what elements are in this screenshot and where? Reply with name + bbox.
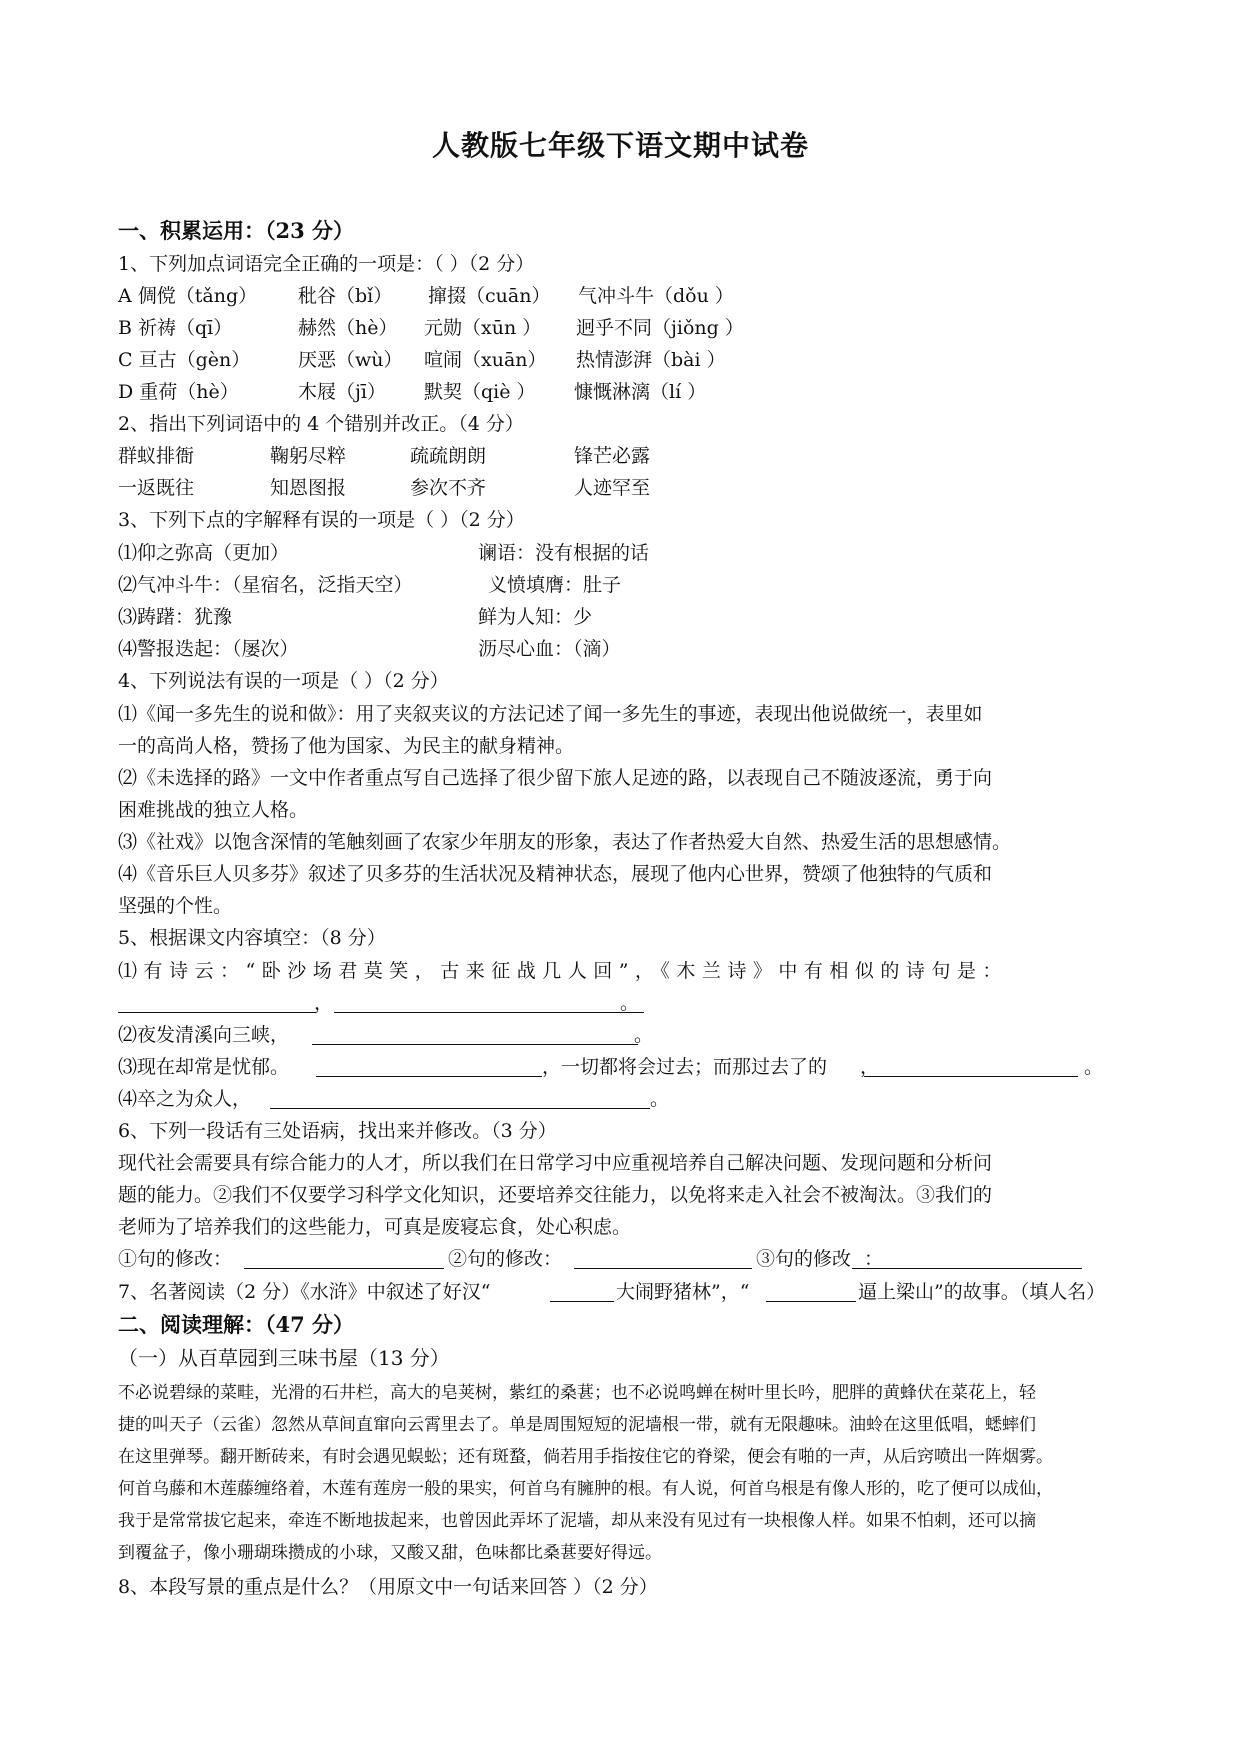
fill-line-answers	[118, 990, 678, 1016]
option-word: 默契（qiè ）	[424, 381, 536, 403]
definition-row	[118, 604, 1118, 630]
option-word: 木屐（jī）	[298, 381, 386, 403]
paragraph-line: 题的能力。②我们不仅要学习科学文化知识，还要培养交往能力，以免将来走入社会不被淘汰。③我们的	[118, 1184, 993, 1206]
word: 一返既往	[118, 477, 195, 499]
answer-blank[interactable]	[574, 1248, 752, 1269]
answer-blank[interactable]	[852, 1248, 1082, 1269]
option-word: 慷慨淋漓（lí ）	[574, 381, 707, 403]
period: 。	[650, 1088, 670, 1110]
fill-line: ⑴有诗云：“卧沙场君莫笑，古来征战几人回”，《木兰诗》中有相似的诗句是：	[118, 960, 1008, 982]
comma: ，	[314, 992, 334, 1014]
definition: ⑴仰之弥高（更加）	[118, 542, 290, 564]
statement-line: ⑷《音乐巨人贝多芬》叙述了贝多芬的生活状况及精神状态，展现了他内心世界，赞颂了他独特的气质和	[118, 863, 993, 885]
definition: 沥尽心血：（滴）	[478, 638, 621, 660]
word: 群蚁排衙	[118, 445, 195, 467]
period: 。	[634, 1024, 654, 1046]
definition: 义愤填膺：肚子	[488, 574, 622, 596]
definition: ⑶踌躇：犹豫	[118, 606, 233, 628]
q7-text: 逼上梁山”的故事。（填人名）	[858, 1281, 1106, 1303]
option-row-d	[118, 379, 1118, 405]
statement-line: 坚强的个性。	[118, 895, 233, 917]
answer-blank[interactable]	[118, 992, 316, 1013]
word: 人迹罕至	[574, 477, 651, 499]
subsection-heading: （一）从百草园到三味书屋（13 分）	[118, 1346, 450, 1370]
option-word: 厌恶（wù）	[298, 349, 403, 371]
option-word: 元勋（xūn ）	[424, 317, 542, 339]
fill-prompt: ，一切都将会过去；而那过去了的	[542, 1056, 828, 1078]
option-word: 气冲斗牛（dǒu ）	[578, 285, 734, 307]
answer-blank[interactable]	[766, 1281, 856, 1302]
passage-line: 在这里弹琴。翻开断砖来，有时会遇见蜈蚣；还有斑蝥，倘若用手指按住它的脊梁，便会有啪的一声，从后窍喷出一阵烟雾。	[118, 1447, 1053, 1467]
revision-line	[118, 1246, 1118, 1272]
word-row	[118, 443, 1118, 469]
option-word: 赫然（hè）	[298, 317, 398, 339]
passage-line: 我于是常常拔它起来，牵连不断地拔起来，也曾因此弄坏了泥墙，却从来没有见过有一块根像人样。如果不怕刺，还可以摘	[118, 1511, 1036, 1531]
passage-line: 何首乌藤和木莲藤缠络着，木莲有莲房一般的果实，何首乌有臃肿的根。有人说，何首乌根是有像人形的，吃了便可以成仙，	[118, 1479, 1053, 1499]
passage-line: 不必说碧绿的菜畦，光滑的石井栏，高大的皂荚树，紫红的桑葚；也不必说鸣蝉在树叶里长吟，肥胖的黄蜂伏在菜花上，轻	[118, 1383, 1036, 1403]
fill-prompt: ⑶现在却常是忧郁。	[118, 1056, 290, 1078]
question-stem: 4、下列说法有误的一项是（ ）（2 分）	[118, 670, 449, 692]
fill-prompt: ⑵夜发清溪向三峡，	[118, 1024, 290, 1046]
statement-line: ⑴《闻一多先生的说和做》：用了夹叙夹议的方法记述了闻一多先生的事迹，表现出他说做统一，表里如	[118, 703, 983, 725]
fill-line	[118, 1022, 678, 1048]
revision-label: ②句的修改：	[448, 1248, 563, 1270]
fill-line	[118, 1054, 1118, 1080]
answer-blank[interactable]	[316, 1056, 542, 1077]
option-word: B 祈祷（qī）	[118, 317, 233, 339]
definition-row	[118, 636, 1118, 662]
option-row-b	[118, 315, 1118, 341]
option-word: 秕谷（bǐ）	[298, 285, 393, 307]
definition: ⑵气冲斗牛：（星宿名，泛指天空）	[118, 574, 413, 596]
word-row	[118, 475, 1118, 501]
word: 知恩图报	[270, 477, 347, 499]
paragraph-line: 老师为了培养我们的这些能力，可真是废寝忘食，处心积虑。	[118, 1216, 632, 1238]
colon: ：	[864, 1248, 884, 1270]
question-stem: 2、指出下列词语中的 4 个错别并改正。（4 分）	[118, 413, 524, 435]
option-row-c	[118, 347, 1118, 373]
option-word: 迥乎不同（jiǒng ）	[576, 317, 744, 339]
answer-blank[interactable]	[312, 1024, 638, 1045]
definition-row	[118, 572, 1118, 598]
passage-line: 到覆盆子，像小珊瑚珠攒成的小球，又酸又甜，色味都比桑葚要好得远。	[118, 1543, 662, 1563]
question-stem: 8、本段写景的重点是什么？（用原文中一句话来回答 ）（2 分）	[118, 1576, 658, 1598]
section-heading: 一、积累运用：（23 分）	[118, 218, 355, 243]
answer-blank[interactable]	[270, 1088, 650, 1109]
option-word: D 重荷（hè）	[118, 381, 239, 403]
q7-text: 7、名著阅读（2 分）《水浒》中叙述了好汉“	[118, 1281, 491, 1303]
q7-text: 大闹野猪林”，“	[616, 1281, 750, 1303]
passage-line: 捷的叫天子（云雀）忽然从草间直窜向云霄里去了。单是周围短短的泥墙根一带，就有无限趣味。油蛉在这里低唱，蟋蟀们	[118, 1415, 1036, 1435]
revision-label: ③句的修改	[756, 1248, 852, 1270]
word: 参次不齐	[410, 477, 487, 499]
period: 。	[620, 992, 640, 1014]
option-row-a	[118, 283, 1118, 309]
option-word: 喧闹（xuān）	[424, 349, 547, 371]
paragraph-line: 现代社会需要具有综合能力的人才，所以我们在日常学习中应重视培养自己解决问题、发现问题和分析问	[118, 1152, 993, 1174]
statement-line: ⑶《社戏》以饱含深情的笔触刻画了农家少年朋友的形象，表达了作者热爱大自然、热爱生活的思想感情。	[118, 831, 1012, 853]
fill-line	[118, 1086, 718, 1112]
option-word: 热情澎湃（bài ）	[576, 349, 726, 371]
question-q7	[118, 1279, 1128, 1305]
fill-prompt: ⑷卒之为众人，	[118, 1088, 252, 1110]
option-word: 撺掇（cuān）	[428, 285, 551, 307]
question-stem: 6、下列一段话有三处语病，找出来并修改。（3 分）	[118, 1120, 557, 1142]
question-stem: 1、下列加点词语完全正确的一项是：（ ）（2 分）	[118, 253, 535, 275]
option-word: A 倜傥（tǎng）	[118, 285, 258, 307]
statement-line: ⑵《未选择的路》一文中作者重点写自己选择了很少留下旅人足迹的路，以表现自己不随波逐流，勇于向	[118, 767, 993, 789]
statement-line: 困难挑战的独立人格。	[118, 799, 309, 821]
definition: ⑷警报迭起：（屡次）	[118, 638, 299, 660]
answer-blank[interactable]	[550, 1281, 614, 1302]
exam-title: 人教版七年级下语文期中试卷	[431, 129, 809, 162]
word: 锋芒必露	[574, 445, 651, 467]
comma: ，	[860, 1056, 880, 1078]
definition: 鲜为人知：少	[478, 606, 593, 628]
answer-blank[interactable]	[864, 1056, 1078, 1077]
option-word: C 亘古（gèn）	[118, 349, 251, 371]
word: 鞠躬尽粹	[270, 445, 347, 467]
question-stem: 5、根据课文内容填空：（8 分）	[118, 927, 386, 949]
section-heading: 二、阅读理解：（47 分）	[118, 1312, 355, 1337]
word: 疏疏朗朗	[410, 445, 487, 467]
answer-blank[interactable]	[244, 1248, 444, 1269]
statement-line: 一的高尚人格，赞扬了他为国家、为民主的献身精神。	[118, 735, 575, 757]
definition: 谰语：没有根据的话	[478, 542, 650, 564]
question-stem: 3、下列下点的字解释有误的一项是（ ）（2 分）	[118, 509, 525, 531]
answer-blank[interactable]	[334, 992, 644, 1013]
revision-label: ①句的修改：	[118, 1248, 233, 1270]
period: 。	[1084, 1056, 1104, 1078]
definition-row	[118, 540, 1118, 566]
